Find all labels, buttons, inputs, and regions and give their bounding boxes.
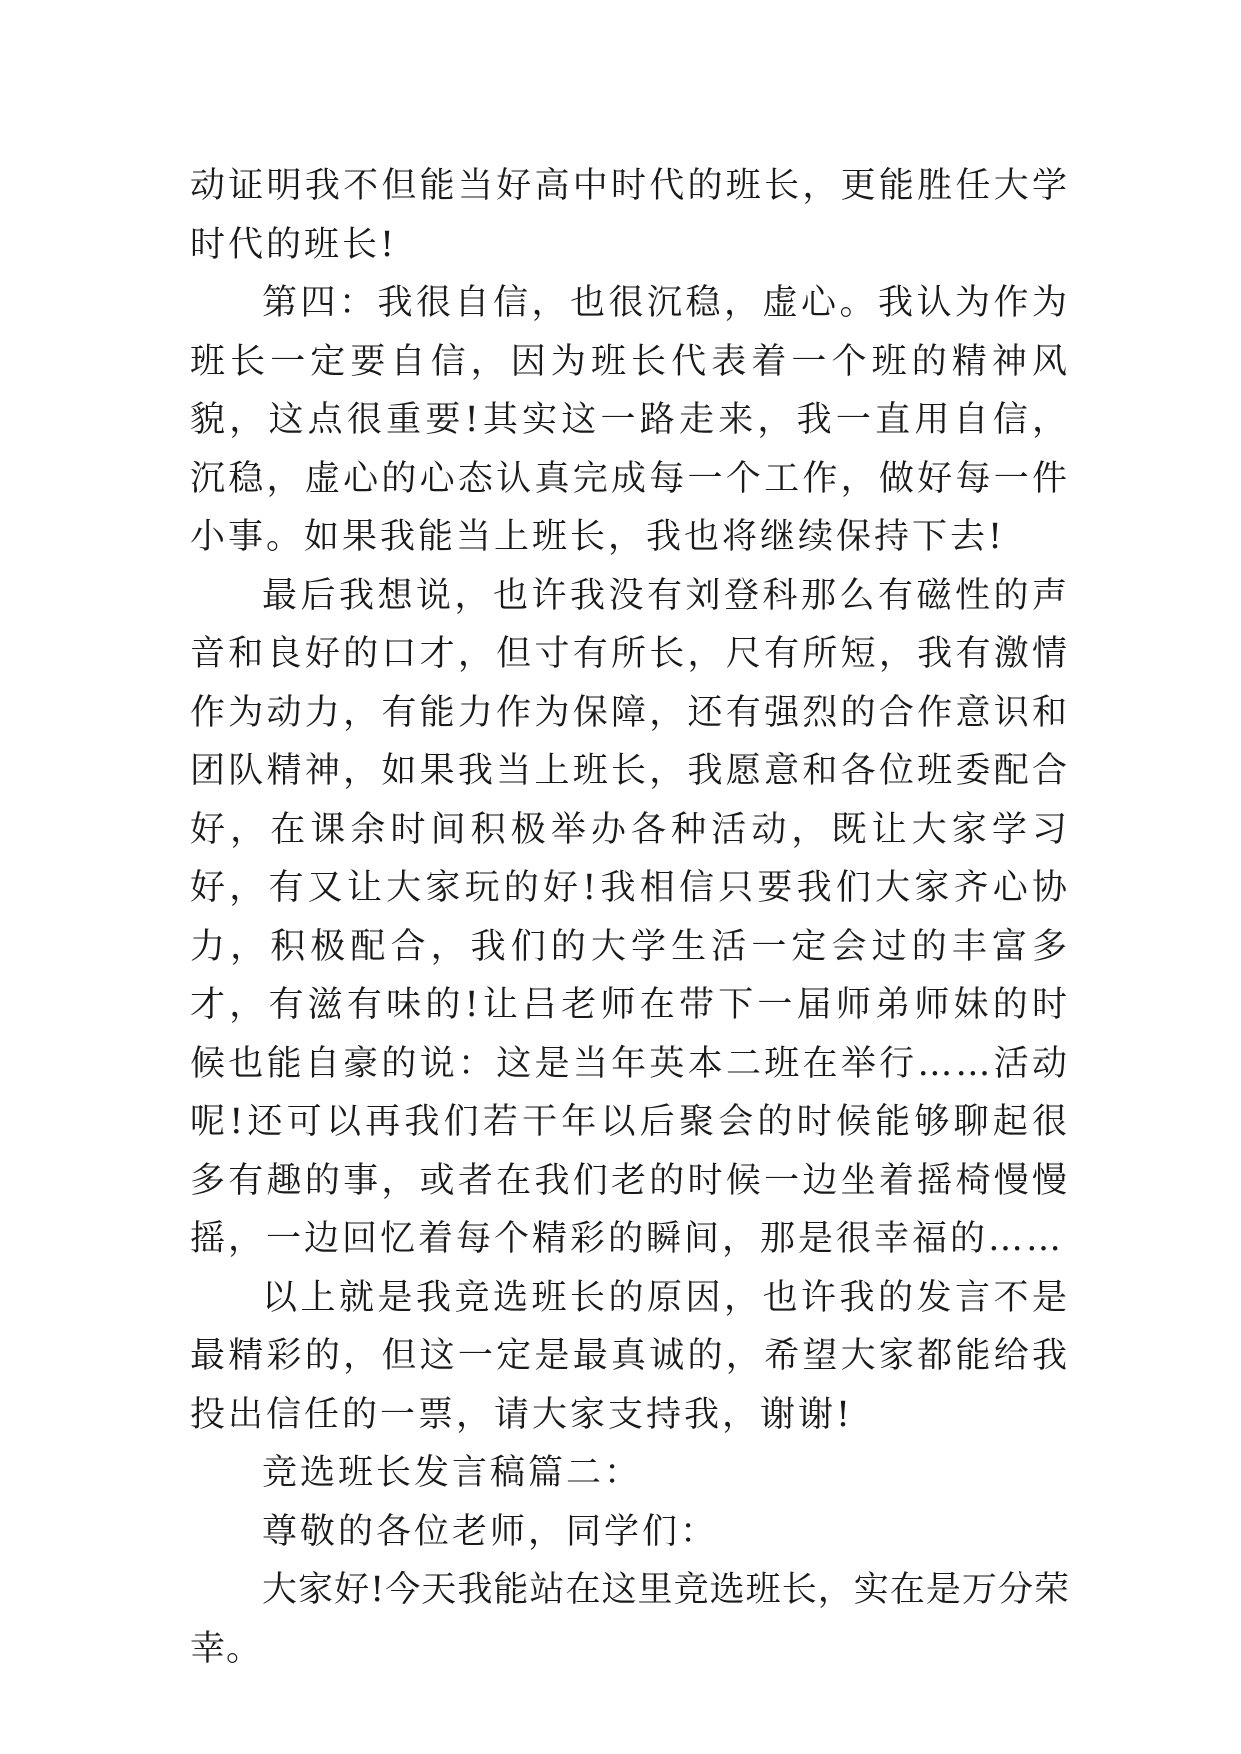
section-heading: 竞选班长发言稿篇二：: [262, 1453, 643, 1493]
paragraph-continuation: 动证明我不但能当好高中时代的班长，更能胜任大学时代的班长!: [190, 166, 1070, 265]
salutation: 尊敬的各位老师，同学们：: [262, 1511, 719, 1552]
paragraph-closing-thoughts: 最后我想说，也许我没有刘登科那么有磁性的声音和良好的口才，但寸有所长，尺有所短，我有激情作为动力，有能力作为保障，还有强烈的合作意识和团队精神，如果我当上班长，我愿意和各位班委配合好，在课余时间积极举办各种活动，既让大家学习好，有又让大家玩的好!我相信只要我们大家齐心协力，积极配合，我们的大学生活一定会过的丰富多才，有滋有味的!让吕老师在带下一届师弟师妹的时候也能自豪的说：这是当年英本二班在举行……活动呢!还可以再我们若干年以后聚会的时候能够聊起很多有趣的事，或者在我们老的时候一边坐着摇椅慢慢摇，一边回忆着每个精彩的瞬间，那是很幸福的……: [190, 575, 1070, 1259]
paragraph-fourth-point: 第四：我很自信，也很沉稳，虚心。我认为作为班长一定要自信，因为班长代表着一个班的精神风貌，这点很重要!其实这一路走来，我一直用自信，沉稳，虚心的心态认真完成每一个工作，做好每一件小事。如果我能当上班长，我也将继续保持下去!: [190, 283, 1070, 557]
paragraph-opening: 大家好!今天我能站在这里竞选班长，实在是万分荣幸。: [190, 1570, 1070, 1669]
document-body: [190, 157, 1070, 1678]
paragraph-conclusion: 以上就是我竞选班长的原因，也许我的发言不是最精彩的，但这一定是最真诚的，希望大家都能给我投出信任的一票，请大家支持我，谢谢!: [190, 1277, 1070, 1435]
